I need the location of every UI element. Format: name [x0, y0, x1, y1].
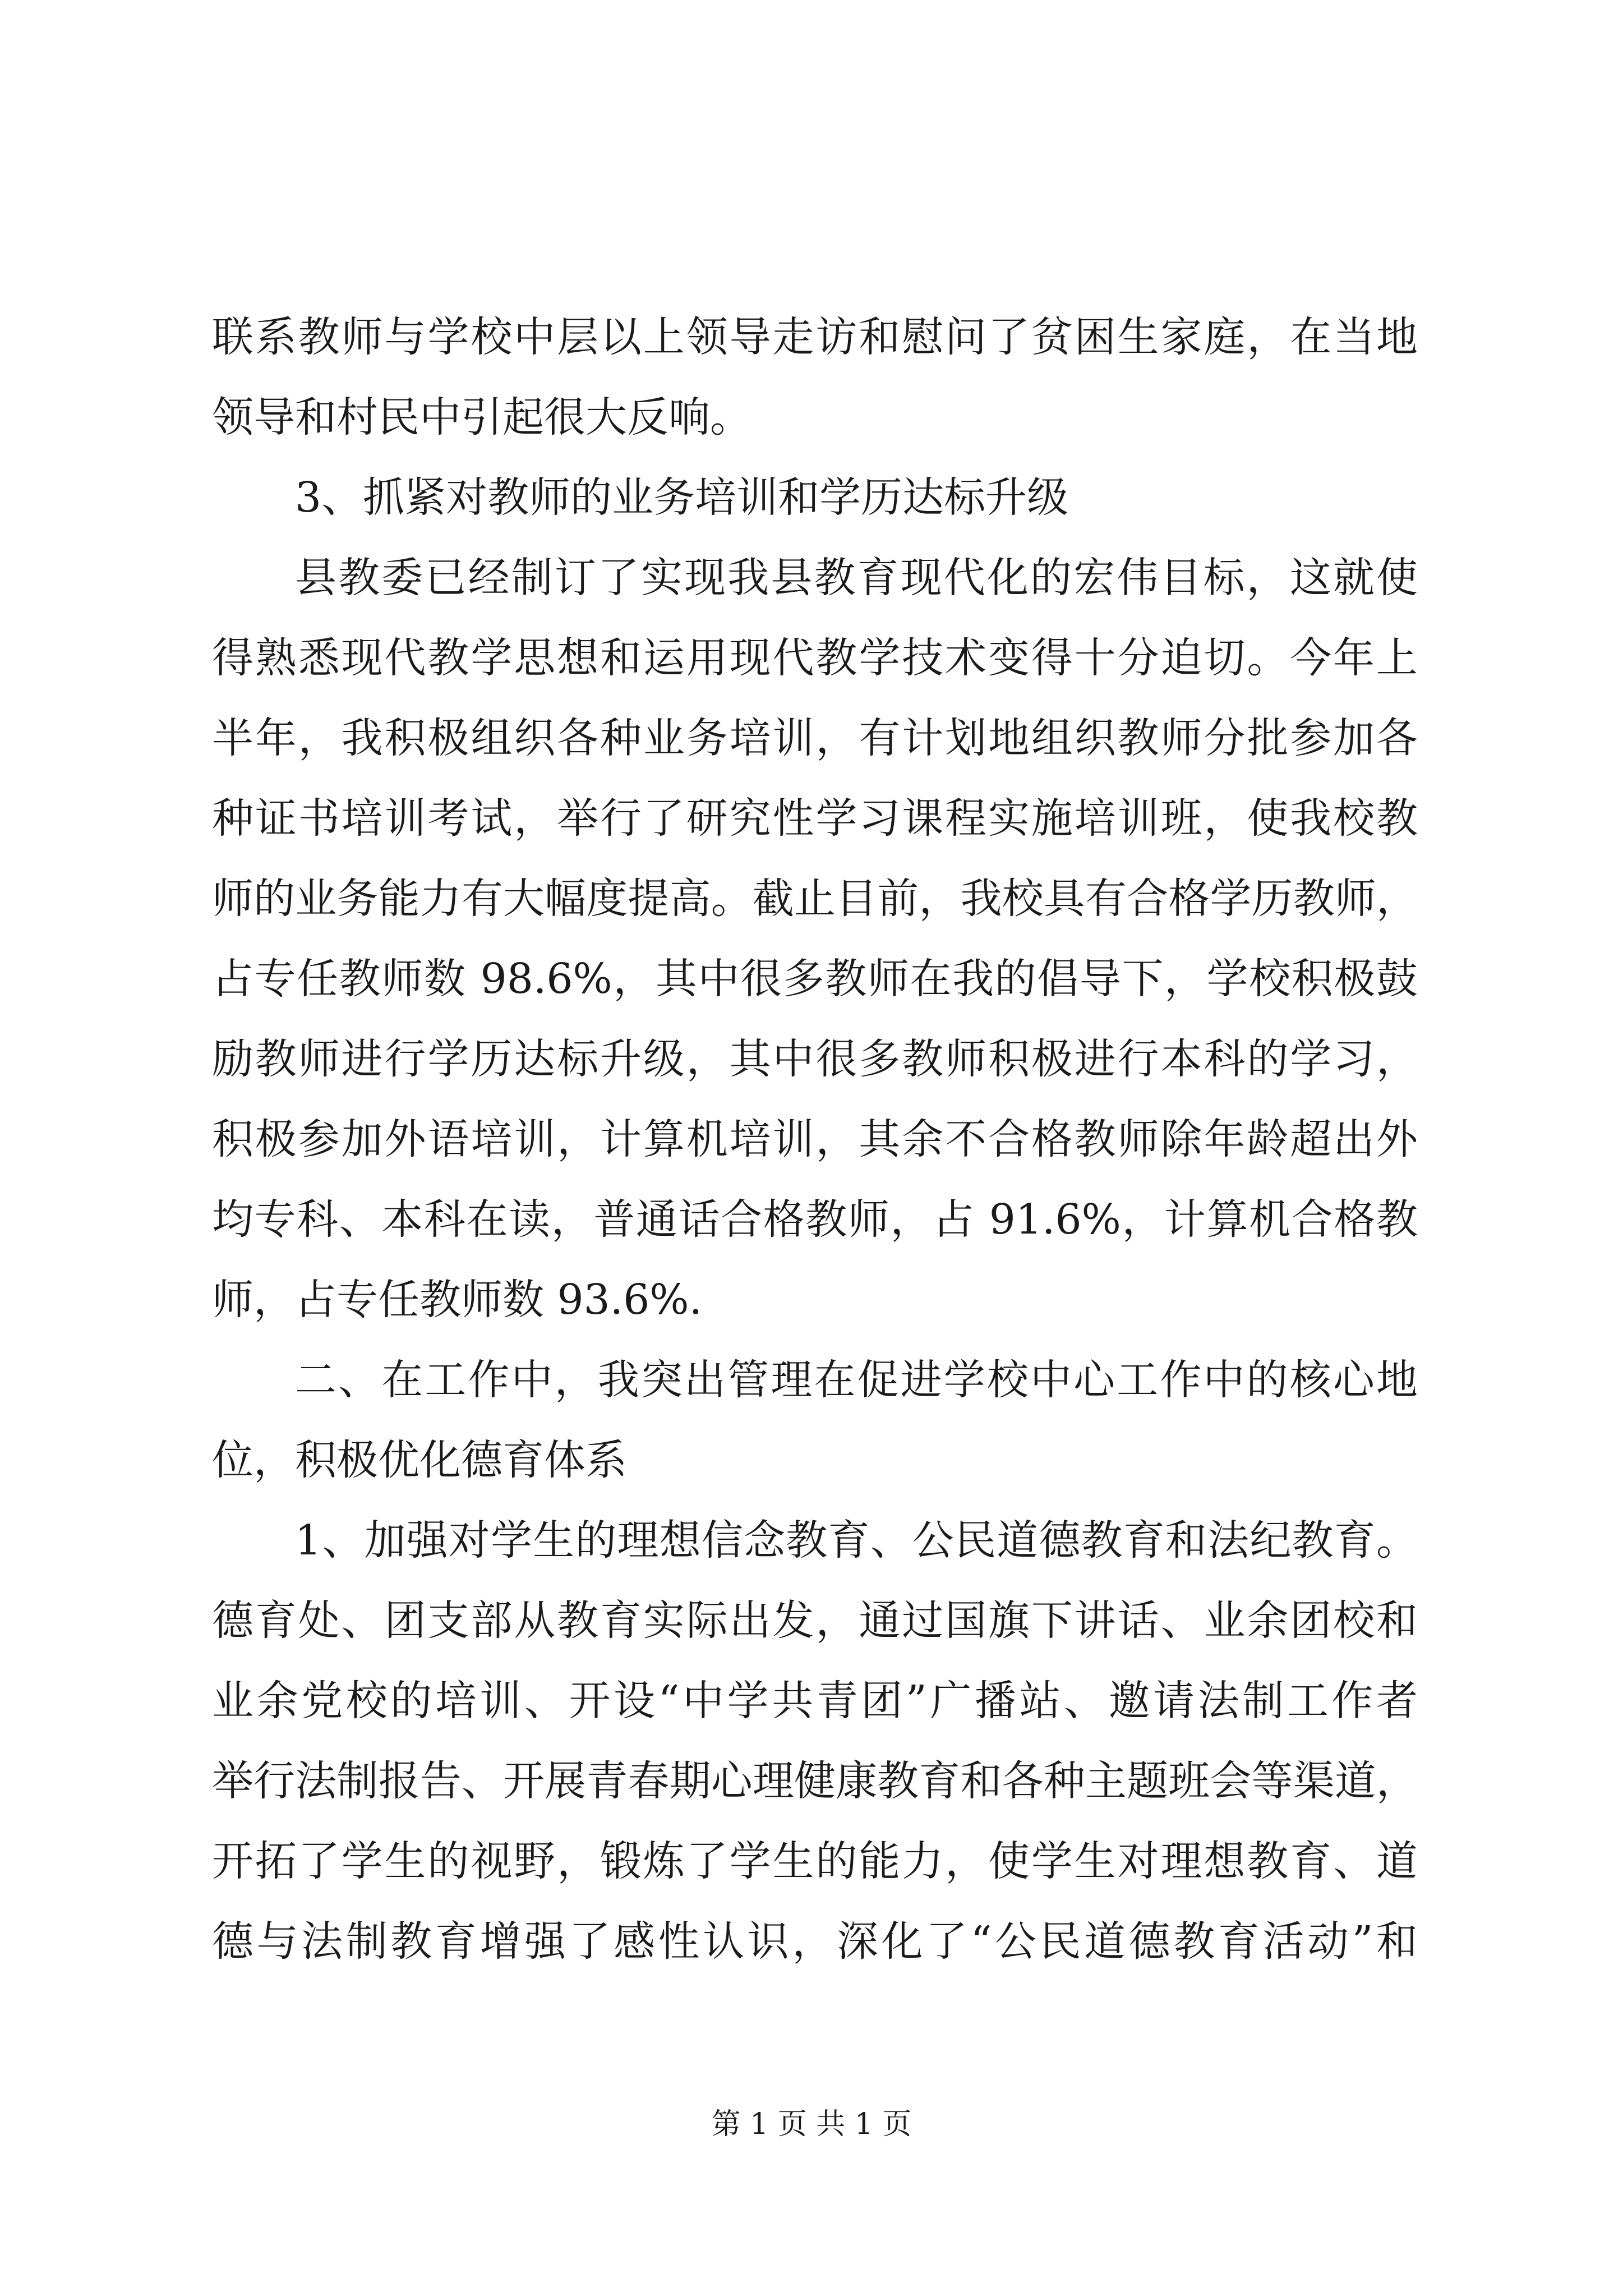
text-line-21: 德与法制教育增强了感性认识，深化了“公民道德教育活动”和 — [212, 1917, 1418, 1966]
text-line-17: 德育处、团支部从教育实际出发，通过国旗下讲话、业余团校和 — [212, 1596, 1418, 1645]
document-body — [212, 297, 1418, 1982]
text-line-4: 县教委已经制订了实现我县教育现代化的宏伟目标，这就使 — [295, 554, 1418, 602]
text-line-2: 领导和村民中引起很大反响。 — [212, 393, 751, 441]
section-heading-two: 二、在工作中，我突出管理在促进学校中心工作中的核心地 — [295, 1356, 1418, 1404]
text-line-18: 业余党校的培训、开设“中学共青团”广播站、邀请法制工作者 — [212, 1677, 1418, 1725]
text-line-9: 占专任教师数 98.6%，其中很多教师在我的倡导下，学校积极鼓 — [212, 955, 1418, 1003]
text-line-11: 积极参加外语培训，计算机培训，其余不合格教师除年龄超出外 — [212, 1115, 1418, 1163]
text-line-7: 种证书培训考试，举行了研究性学习课程实施培训班，使我校教 — [212, 794, 1418, 843]
text-line-15: 位，积极优化德育体系 — [212, 1436, 627, 1484]
text-line-8: 师的业务能力有大幅度提高。截止目前，我校具有合格学历教师， — [212, 875, 1418, 923]
text-line-19: 举行法制报告、开展青春期心理健康教育和各种主题班会等渠道， — [212, 1757, 1418, 1805]
text-line-6: 半年，我积极组织各种业务培训，有计划地组织教师分批参加各 — [212, 714, 1418, 762]
subsection-heading-1: 1、加强对学生的理想信念教育、公民道德教育和法纪教育。 — [295, 1516, 1418, 1565]
text-line-1: 联系教师与学校中层以上领导走访和慰问了贫困生家庭，在当地 — [212, 313, 1418, 361]
text-line-10: 励教师进行学历达标升级，其中很多教师积极进行本科的学习， — [212, 1035, 1418, 1083]
text-line-13: 师，占专任教师数 93.6%. — [212, 1276, 703, 1324]
page-number-footer: 第 1 页 共 1 页 — [711, 2108, 912, 2141]
text-line-5: 得熟悉现代教学思想和运用现代教学技术变得十分迫切。今年上 — [212, 634, 1418, 682]
text-line-20: 开拓了学生的视野，锻炼了学生的能力，使学生对理想教育、道 — [212, 1837, 1418, 1885]
section-heading-3: 3、抓紧对教师的业务培训和学历达标升级 — [295, 473, 1069, 522]
text-line-12: 均专科、本科在读，普通话合格教师，占 91.6%，计算机合格教 — [212, 1195, 1418, 1244]
